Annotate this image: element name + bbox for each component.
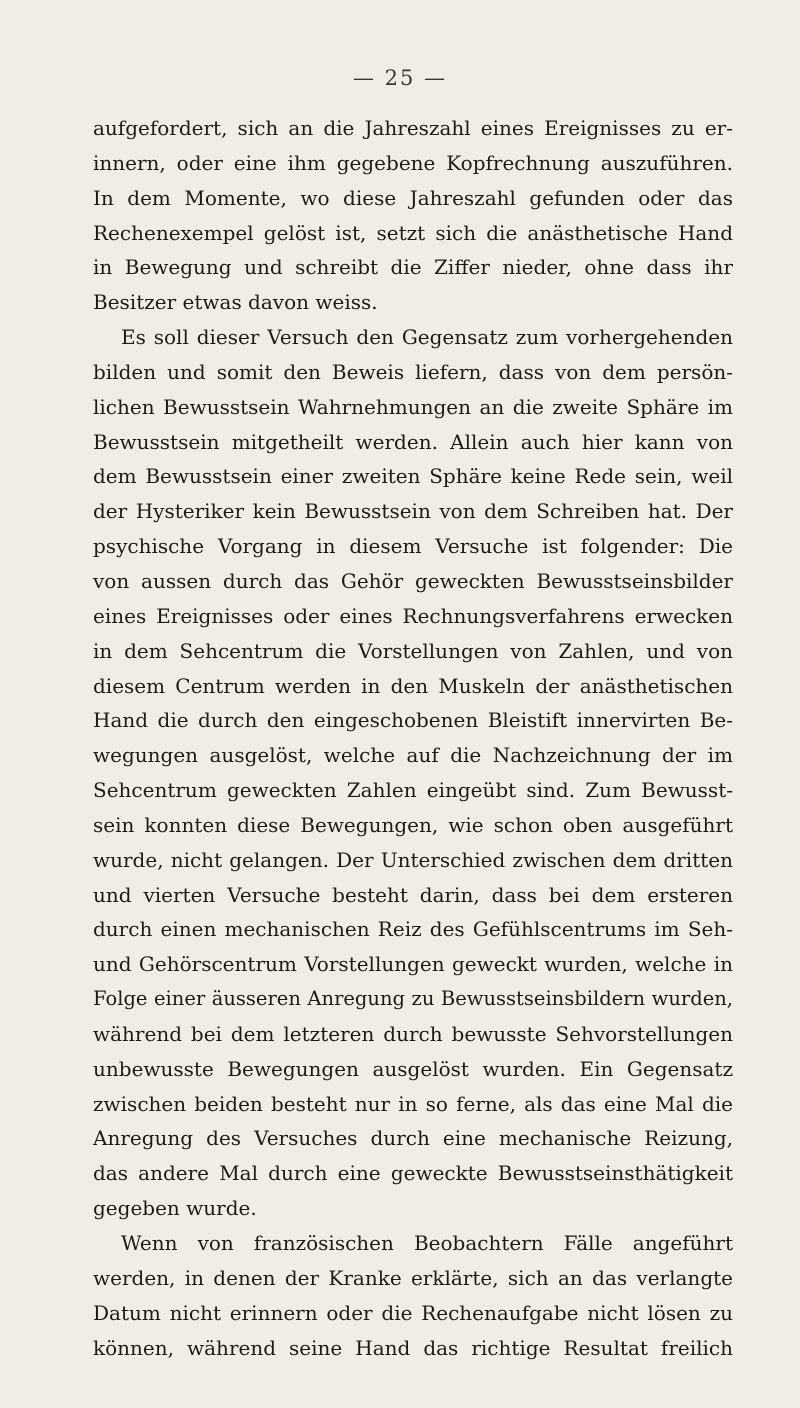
text-line: während bei dem letzteren durch bewusste Sehvorstellungen bbox=[93, 1021, 733, 1046]
text-line: dem Bewusstsein einer zweiten Sphäre keine Rede sein, weil bbox=[93, 464, 733, 489]
text-line: Wenn von französischen Beobachtern Fälle angeführt bbox=[121, 1231, 733, 1255]
text-line: in Bewegung und schreibt die Ziffer nieder, ohne dass ihr bbox=[93, 255, 733, 280]
text-line: bilden und somit den Beweis liefern, dass von dem persön- bbox=[93, 359, 733, 384]
text-line: der Hysteriker kein Bewusstsein von dem Schreiben hat. Der bbox=[93, 499, 733, 524]
text-line: in dem Sehcentrum die Vorstellungen von Zahlen, und von bbox=[93, 638, 733, 663]
text-line: eines Ereignisses oder eines Rechnungsverfahrens erwecken bbox=[93, 603, 733, 628]
text-line: von aussen durch das Gehör geweckten Bewusstseinsbilder bbox=[93, 568, 733, 593]
text-line: Anregung des Versuches durch eine mechanische Reizung, bbox=[93, 1126, 733, 1151]
text-line: Es soll dieser Versuch den Gegensatz zum vorhergehenden bbox=[121, 325, 733, 350]
text-line: Datum nicht erinnern oder die Rechenaufgabe nicht lösen zu bbox=[93, 1300, 733, 1325]
text-line: Sehcentrum geweckten Zahlen eingeübt sind. Zum Bewusst- bbox=[93, 778, 733, 803]
text-line: und Gehörscentrum Vorstellungen geweckt wurden, welche in bbox=[93, 952, 733, 977]
text-line: werden, in denen der Kranke erklärte, sich an das verlangte bbox=[93, 1265, 733, 1290]
text-line: lichen Bewusstsein Wahrnehmungen an die zweite Sphäre im bbox=[93, 394, 733, 419]
text-line: Hand die durch den eingeschobenen Bleistift innervirten Be- bbox=[93, 708, 733, 733]
text-line: und vierten Versuche besteht darin, dass bei dem ersteren bbox=[93, 882, 733, 907]
text-line: aufgefordert, sich an die Jahreszahl eines Ereignisses zu er- bbox=[93, 116, 733, 140]
text-line: Besitzer etwas davon weiss. bbox=[93, 290, 378, 315]
text-line: Bewusstsein mitgetheilt werden. Allein auch hier kann von bbox=[93, 429, 733, 454]
text-line: unbewusste Bewegungen ausgelöst wurden. Ein Gegensatz bbox=[93, 1056, 733, 1081]
text-line: wurde, nicht gelangen. Der Unterschied zwischen dem dritten bbox=[93, 847, 733, 872]
text-line: diesem Centrum werden in den Muskeln der anästhetischen bbox=[93, 673, 733, 698]
text-line: In dem Momente, wo diese Jahreszahl gefunden oder das bbox=[93, 185, 733, 210]
text-line: psychische Vorgang in diesem Versuche ist folgender: Die bbox=[93, 534, 733, 559]
text-line: Rechenexempel gelöst ist, setzt sich die anästhetische Hand bbox=[93, 220, 733, 245]
body-text bbox=[93, 111, 733, 1365]
text-line: wegungen ausgelöst, welche auf die Nachzeichnung der im bbox=[93, 743, 733, 768]
text-line: innern, oder eine ihm gegebene Kopfrechnung auszuführen. bbox=[93, 150, 733, 175]
text-line: sein konnten diese Bewegungen, wie schon oben ausgeführt bbox=[93, 812, 733, 837]
text-line: können, während seine Hand das richtige Resultat freilich bbox=[93, 1335, 733, 1360]
text-line: zwischen beiden besteht nur in so ferne, als das eine Mal die bbox=[93, 1091, 733, 1116]
text-line: das andere Mal durch eine geweckte Bewusstseinsthätigkeit bbox=[93, 1161, 733, 1186]
text-line: gegeben wurde. bbox=[93, 1196, 257, 1221]
text-line: durch einen mechanischen Reiz des Gefühlscentrums im Seh- bbox=[93, 917, 733, 942]
page-number: — 25 — bbox=[352, 66, 448, 90]
text-line: Folge einer äusseren Anregung zu Bewusstseinsbildern wurden, bbox=[93, 987, 733, 1011]
